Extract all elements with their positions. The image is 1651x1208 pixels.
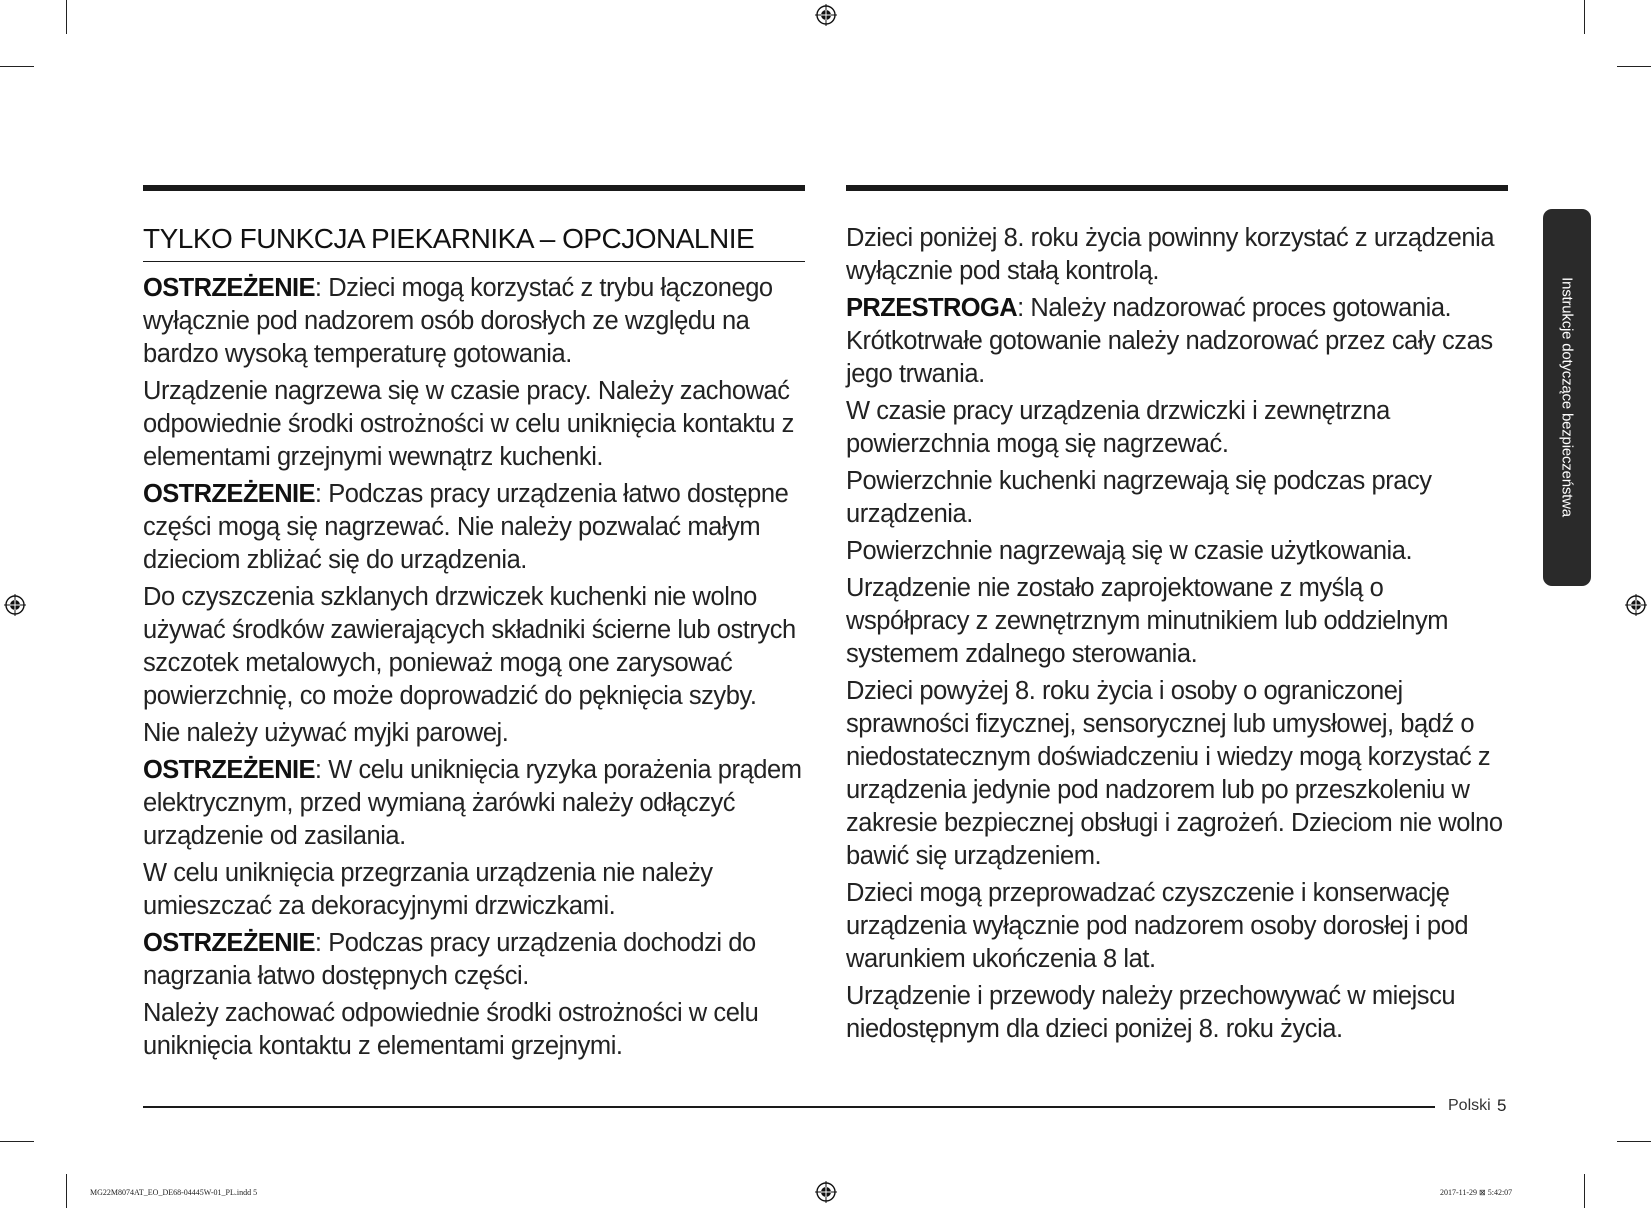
crop-mark [0, 66, 34, 67]
left-paragraphs [143, 272, 805, 1063]
footer-language: Polski [1448, 1097, 1491, 1114]
paragraph: Nie należy używać myjki parowej. [143, 719, 509, 747]
crop-mark [0, 1141, 34, 1142]
crop-mark [1617, 1141, 1651, 1142]
warning-label: OSTRZEŻENIE [143, 480, 315, 508]
warning-label: OSTRZEŻENIE [143, 274, 315, 302]
paragraph: Dzieci powyżej 8. roku życia i osoby o ograniczonej sprawności fizycznej, sensorycznej lub umysłowej, bądź o niedostatecznym doświadczeniu i wiedzy mogą korzystać z urządzenia jedynie pod nadzorem lub po przeszkoleniu w zakresie bezpiecznej obsługi i zagrożeń. Dzieciom nie wolno bawić się urządzeniem. [846, 677, 1503, 870]
warning-label: OSTRZEŻENIE [143, 756, 315, 784]
paragraph: Dzieci poniżej 8. roku życia powinny korzystać z urządzenia wyłącznie pod stałą kontrolą. [846, 224, 1495, 285]
paragraph: Należy zachować odpowiednie środki ostrożności w celu uniknięcia kontaktu z elementami grzejnymi. [143, 999, 759, 1060]
paragraph: Dzieci mogą przeprowadzać czyszczenie i konserwację urządzenia wyłącznie pod nadzorem osoby dorosłej i pod warunkiem ukończenia 8 lat. [846, 879, 1469, 973]
crop-mark [1584, 0, 1585, 34]
page-number: 5 [1497, 1096, 1507, 1115]
paragraph: Powierzchnie nagrzewają się w czasie użytkowania. [846, 537, 1413, 565]
paragraph: Urządzenie nie zostało zaprojektowane z myślą o współpracy z zewnętrznym minutnikiem lub oddzielnym systemem zdalnego sterowania. [846, 574, 1449, 668]
paragraph: Powierzchnie kuchenki nagrzewają się podczas pracy urządzenia. [846, 467, 1432, 528]
registration-target-icon [815, 4, 837, 26]
crop-mark [66, 1174, 67, 1208]
warning-label: OSTRZEŻENIE [143, 929, 315, 957]
paragraph: OSTRZEŻENIE: Podczas pracy urządzenia dochodzi do nagrzania łatwo dostępnych części. [143, 929, 756, 990]
caution-label: PRZESTROGA [846, 294, 1018, 322]
left-column [143, 222, 805, 1067]
right-column [846, 222, 1512, 1050]
section-title: TYLKO FUNKCJA PIEKARNIKA – OPCJONALNIE [143, 222, 805, 262]
paragraph: W celu uniknięcia przegrzania urządzenia nie należy umieszczać za dekoracyjnymi drzwiczkami. [143, 859, 713, 920]
paragraph: PRZESTROGA: Należy nadzorować proces gotowania. Krótkotrwałe gotowanie należy nadzorować przez cały czas jego trwania. [846, 294, 1493, 388]
registration-target-icon [815, 1181, 837, 1203]
crop-mark [66, 0, 67, 34]
chapter-side-tab-label: Instrukcje dotyczące bezpieczeństwa [1558, 277, 1576, 517]
right-column-top-rule [846, 185, 1508, 191]
registration-target-icon [4, 594, 26, 616]
paragraph: W czasie pracy urządzenia drzwiczki i zewnętrzna powierzchnia mogą się nagrzewać. [846, 397, 1390, 458]
crop-mark [1617, 66, 1651, 67]
print-slug-file: MG22M8074AT_EO_DE68-04445W-01_PL.indd 5 [90, 1188, 258, 1197]
paragraph: OSTRZEŻENIE: Podczas pracy urządzenia łatwo dostępne części mogą się nagrzewać. Nie należy pozwalać małym dzieciom zbliżać się do urządzenia. [143, 480, 789, 574]
print-slug-date: 2017-11-29 ⊠ 5:42:07 [1440, 1188, 1513, 1197]
paragraph: Urządzenie i przewody należy przechowywać w miejscu niedostępnym dla dzieci poniżej 8. roku życia. [846, 982, 1456, 1043]
footer-rule [143, 1106, 1435, 1108]
registration-target-icon [1625, 594, 1647, 616]
left-column-top-rule [143, 185, 805, 191]
paragraph: Urządzenie nagrzewa się w czasie pracy. Należy zachować odpowiednie środki ostrożności w celu uniknięcia kontaktu z elementami grzejnymi wewnątrz kuchenki. [143, 377, 794, 471]
crop-mark [1584, 1174, 1585, 1208]
paragraph: OSTRZEŻENIE: W celu uniknięcia ryzyka porażenia prądem elektrycznym, przed wymianą żarówki należy odłączyć urządzenie od zasilania. [143, 756, 802, 850]
paragraph: OSTRZEŻENIE: Dzieci mogą korzystać z trybu łączonego wyłącznie pod nadzorem osób dorosłych ze względu na bardzo wysoką temperaturę gotowania. [143, 274, 773, 368]
paragraph: Do czyszczenia szklanych drzwiczek kuchenki nie wolno używać środków zawierających składniki ścierne lub ostrych szczotek metalowych, ponieważ mogą one zarysować powierzchnię, co może doprowadzić do pęknięcia szyby. [143, 583, 796, 710]
chapter-side-tab [1543, 209, 1591, 586]
